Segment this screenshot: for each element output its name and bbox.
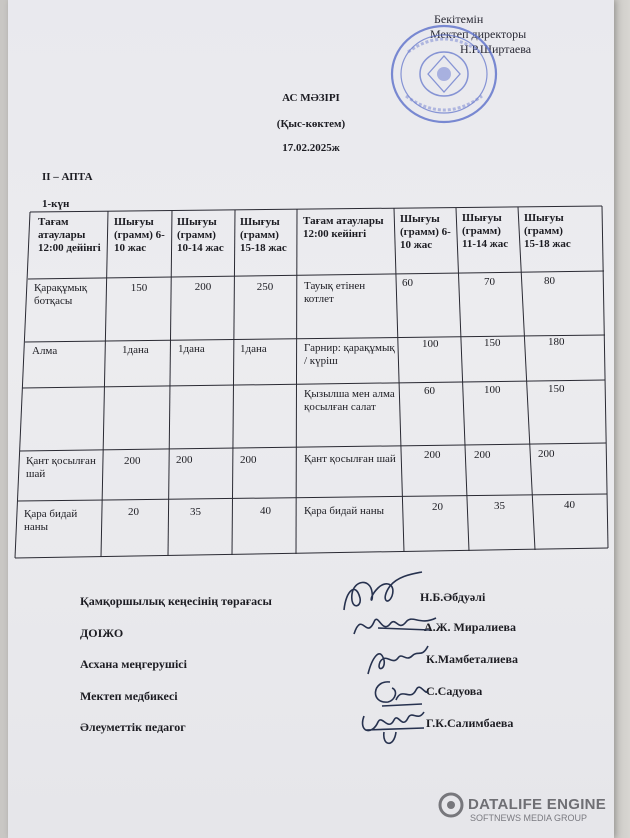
datalife-logo-icon [438,792,464,818]
table-cell: Қант қосылған шай [26,455,96,480]
signature-role: ДОІЖО [80,626,124,640]
table-cell: Тауық етінен котлет [304,280,366,305]
table-cell: 70 [484,276,495,288]
table-cell: 180 [548,336,565,348]
watermark-subtitle: SOFTNEWS MEDIA GROUP [470,813,588,823]
table-cell: 200 [176,454,193,466]
table-cell: 200 [240,454,257,466]
table-cell: 35 [190,506,201,518]
table-cell: 200 [124,455,141,467]
table-cell: 150 [548,383,565,395]
signature-name: Г.К.Салимбаева [426,716,514,730]
table-cell: 40 [564,499,575,511]
table-cell: Гарнир: қарақұмық / күріш [304,342,395,367]
table-cell: 60 [402,277,413,289]
table-cell: 250 [256,281,274,293]
signature-name: Н.Б.Әбдуәлі [420,590,486,604]
table-cell: 1дана [178,343,205,355]
table-cell: 35 [494,500,505,512]
signature-scribble-2 [350,604,440,644]
menu-title: АС МӘЗІРІ [282,92,340,104]
table-cell: 40 [260,505,271,517]
header-cell: Шығуы (грамм) 15-18 жас [524,212,571,250]
signature-role: Мектеп медбикесі [80,689,178,703]
table-cell: 80 [544,275,555,287]
menu-season: (Қыс-көктем) [276,118,346,130]
signature-name: С.Садуова [426,684,483,698]
day-label: 1-күн [42,198,70,210]
signature-role: Қамқоршылық кеңесінің төрағасы [80,594,272,608]
table-cell: 200 [538,448,555,460]
table-cell: Қызылша мен алма қосылған салат [304,388,395,413]
signature-scribble-5 [354,702,434,750]
table-cell: Қант қосылған шай [304,453,396,465]
week-label: ІІ – АПТА [42,171,93,183]
approval-line-3: Н.Р.Ширтаева [460,42,532,56]
watermark-title: DATALIFE ENGINE [468,796,607,813]
approval-line-2: Мектеп директоры [430,27,527,41]
header-cell: Тағам атаулары 12:00 кейінгі [303,215,384,240]
table-cell: 1дана [122,344,149,356]
table-cell: Алма [32,345,58,357]
table-cell: 100 [422,338,439,350]
table-cell: 60 [424,385,435,397]
signature-name: А.Ж. Миралиева [424,620,517,634]
table-cell: 1дана [240,343,267,355]
header-cell: Шығуы (грамм) 15-18 жас [240,216,287,254]
signature-role: Әлеуметтік педагог [80,720,186,734]
header-cell: Тағам атаулары 12:00 дейінгі [38,216,101,254]
signature-name: К.Мамбеталиева [426,652,518,666]
header-cell: Шығуы (грамм) 6-10 жас [400,213,451,251]
table-cell: Қара бидай наны [304,505,384,517]
signature-role: Асхана меңгерушісі [80,657,187,671]
table-cell: Қарақұмық ботқасы [34,282,88,307]
table-cell: 20 [432,501,443,513]
table-cell: 150 [484,337,501,349]
table-cell: 200 [424,449,441,461]
menu-date: 17.02.2025ж [282,142,340,154]
header-cell: Шығуы (грамм) 6-10 жас [114,216,165,254]
table-cell: 150 [130,282,148,294]
table-cell: 200 [194,281,212,293]
header-cell: Шығуы (грамм) 11-14 жас [462,212,509,250]
table-cell: Қара бидай наны [24,508,78,533]
table-cell: 100 [484,384,501,396]
table-cell: 20 [128,506,139,518]
approval-line-1: Бекітемін [434,12,484,26]
table-cell: 200 [474,449,491,461]
header-cell: Шығуы (грамм) 10-14 жас [177,216,224,254]
